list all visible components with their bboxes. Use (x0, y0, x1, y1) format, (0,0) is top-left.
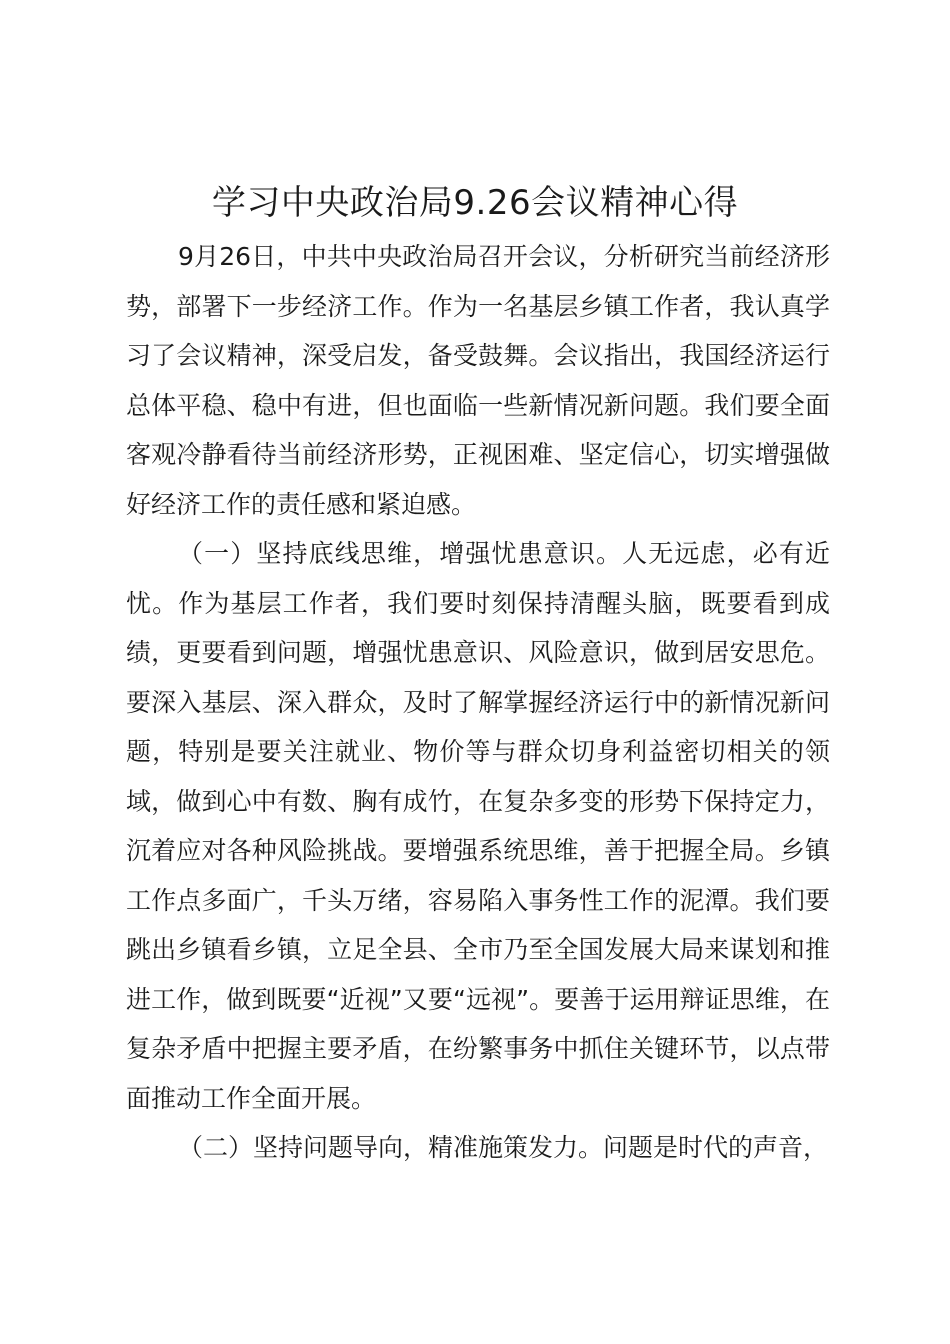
paragraph-section-1: （一）坚持底线思维，增强忧患意识。人无远虑，必有近忧。作为基层工作者，我们要时刻保持清醒头脑，既要看到成绩，更要看到问题，增强忧患意识、风险意识，做到居安思危。要深入基层、深入群众，及时了解掌握经济运行中的新情况新问题，特别是要关注就业、物价等与群众切身利益密切相关的领域，做到心中有数、胸有成竹，在复杂多变的形势下保持定力，沉着应对各种风险挑战。要增强系统思维，善于把握全局。乡镇工作点多面广，千头万绪，容易陷入事务性工作的泥潭。我们要跳出乡镇看乡镇，立足全县、全市乃至全国发展大局来谋划和推进工作，做到既要“近视”又要“远视”。要善于运用辩证思维，在复杂矛盾中把握主要矛盾，在纷繁事务中抓住关键环节，以点带面推动工作全面开展。 (126, 539, 830, 1113)
paragraph-intro: 9月26日，中共中央政治局召开会议，分析研究当前经济形势，部署下一步经济工作。作为一名基层乡镇工作者，我认真学习了会议精神，深受启发，备受鼓舞。会议指出，我国经济运行总体平稳、稳中有进，但也面临一些新情况新问题。我们要全面客观冷静看待当前经济形势，正视困难、坚定信心，切实增强做好经济工作的责任感和紧迫感。 (126, 242, 830, 519)
document-title: 学习中央政治局9.26会议精神心得 (211, 183, 739, 223)
paragraph-section-2: （二）坚持问题导向，精准施策发力。问题是时代的声音， (178, 1133, 829, 1162)
document-body (126, 232, 830, 1173)
